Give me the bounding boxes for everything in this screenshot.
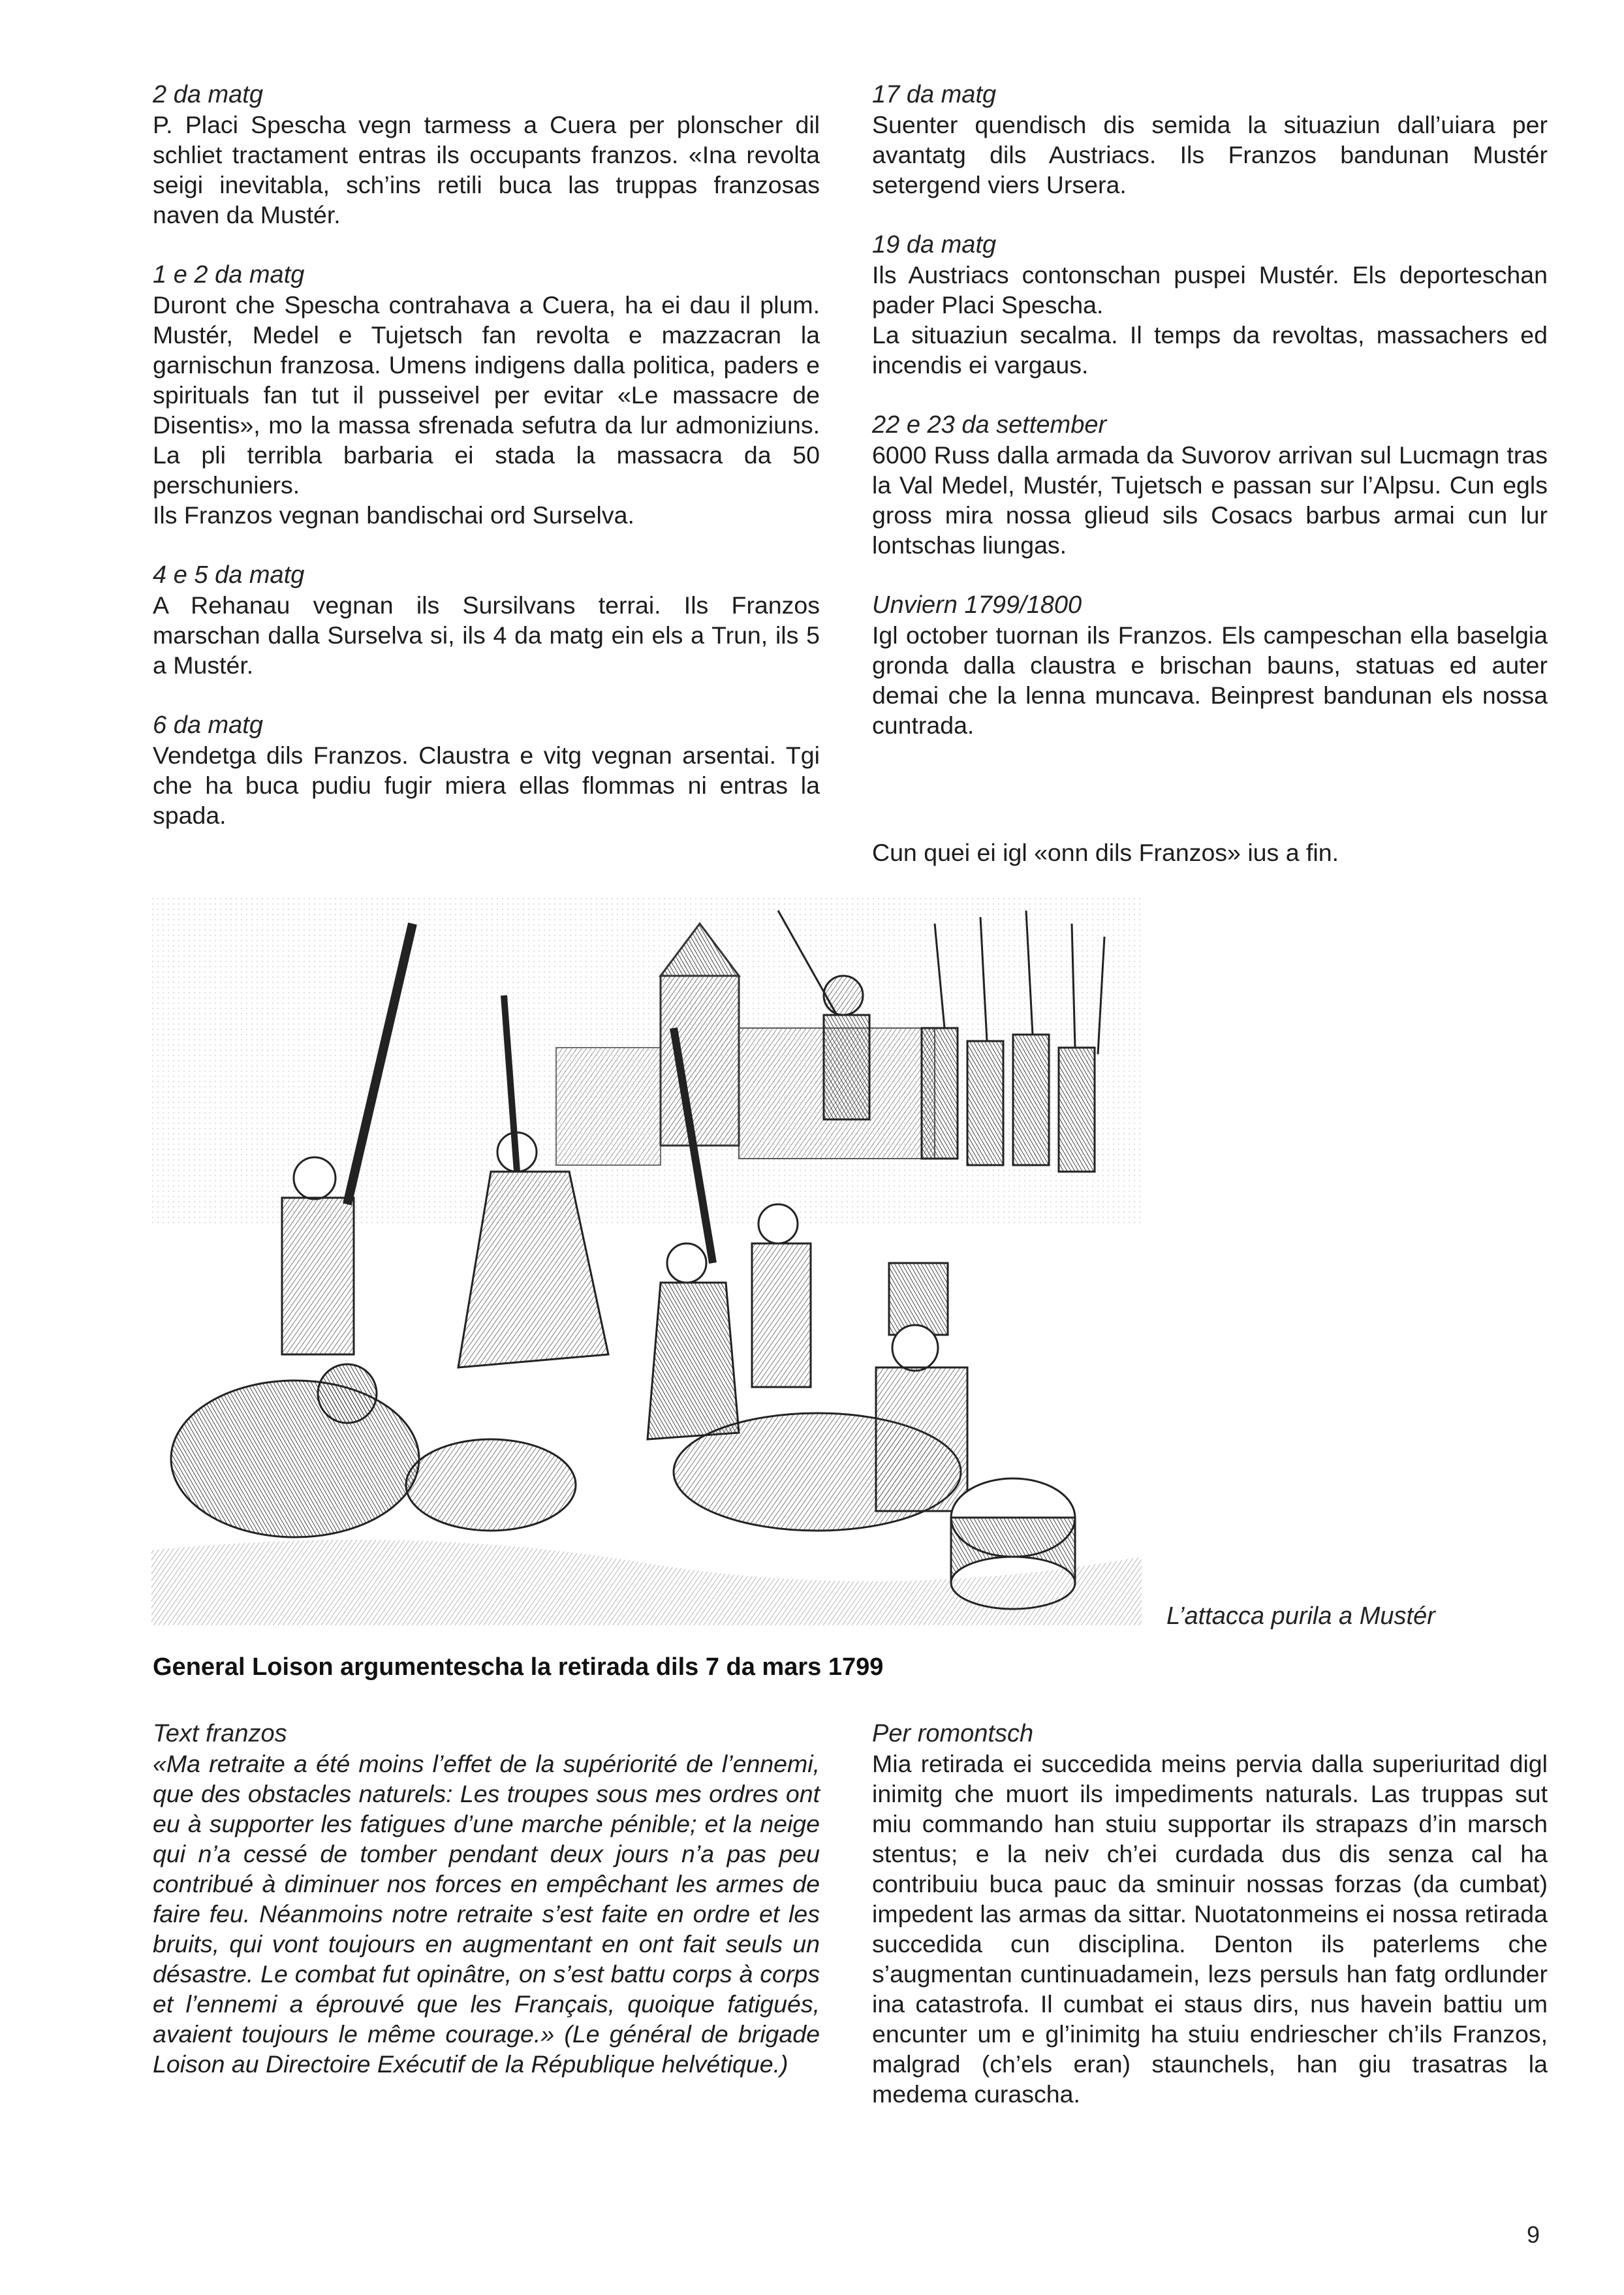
entry-4-5-matg [153,560,820,680]
entry-text: Ils Franzos vegnan bandischai ord Surselva. [153,501,634,529]
entry-text: Igl october tuornan ils Franzos. Els campeschan ella baselgia gronda dalla claustra e brischan bauns, statuas ed auter demai che la lenna muncava. Beinprest bandunan els nossa cuntrada. [872,621,1548,739]
french-text-column [153,1719,820,2079]
battle-engraving-illustration [151,898,1142,1625]
romansh-translation: Mia retirada ei succedida meins pervia dalla superiuritad digl inimitg che muort ils impediments naturals. Las truppas sut miu commando han stuiu supportar ils strapazs d’in marsch stentus; e la neiv ch’ei curdada dus dis senza cal ha contribuiu buca pauc da sminuir nossas forzas (da cumbat) impedent las armas da sittar. Nuotatonmeins ei nossa retirada succedida cun disciplina. Denton ils paterlems che s’augmentan cuntinuadamein, lezs persuls han fatg ordlunder ina catastrofa. Il cumbat ei staus dirs, nus havein battiu um encunter um e gl’inimitg ha stuiu endriescher ch’ils Franzos, malgrad (ch’els eran) staunchels, han giu trasatras la medema curascha. [872,1750,1548,2108]
french-quote: «Ma retraite a été moins l’effet de la supériorité de l’ennemi, que des obstacles naturels: Les troupes sous mes ordres ont eu à supporter les fatigues d’une marche pénible; et la neige qui n’a cessé de tomber pendant deux jours n’a pas peu contribué à diminuer nos forces en empêchant les armes de faire feu. Néanmoins notre retraite s’est faite en ordre et les bruits, qui vont toujours en augmentant en ont fait seuls un désastre. Le combat fut opinâtre, on s’est battu corps à corps et l’ennemi a éprouvé que les Français, quoique fatigués, avaient toujours le même courage.» (Le général de brigade Loison au Directoire Exécutif de la République helvétique.) [153,1750,820,2078]
image-caption: L’attacca purila a Mustér [1166,1602,1435,1630]
french-label: Text franzos [153,1720,287,1747]
entry-17-matg [872,80,1548,200]
entry-date: 22 e 23 da settember [872,411,1107,439]
entry-text: Duront che Spescha contrahava a Cuera, ha ei dau il plum. Mustér, Medel e Tujetsch fan revolta e mazzacran la garnischun franzosa. Umens indigens dalla politica, paders e spirituals fan tut il pusseivel per evitar «Le massacre de Disentis», mo la massa sfrenada sefutra da lur admoniziuns. La pli terribla barbaria ei stada la massacra da 50 perschuniers. [153,291,820,499]
romansh-text-column [872,1719,1548,2109]
entry-date: Unviern 1799/1800 [872,591,1082,619]
entry-date: 17 da matg [872,81,997,108]
entry-1-2-matg [153,260,820,530]
entry-19-matg [872,230,1548,380]
entry-2-matg [153,80,820,230]
entry-text: Vendetga dils Franzos. Claustra e vitg vegnan arsentai. Tgi che ha buca pudiu fugir miera ellas flommas ni entras la spada. [153,742,820,829]
romansh-label: Per romontsch [872,1720,1034,1747]
chronology-left-column [153,80,820,830]
chronology-right-column [872,80,1548,740]
entry-22-23-settember [872,410,1548,560]
entry-date: 6 da matg [153,711,263,739]
entry-date: 2 da matg [153,81,263,108]
entry-date: 1 e 2 da matg [153,261,305,289]
entry-date: 19 da matg [872,231,997,258]
entry-6-matg [153,710,820,830]
entry-text: La situaziun secalma. Il temps da revoltas, massachers ed incendis ei vargaus. [872,321,1548,379]
section-heading: General Loison argumentescha la retirada dils 7 da mars 1799 [153,1653,884,1681]
entry-text: Ils Austriacs contonschan puspei Mustér. Els deporteschan pader Placi Spescha. [872,261,1548,319]
entry-text: Suenter quendisch dis semida la situaziun dall’uiara per avantatg dils Austriacs. Ils Franzos bandunan Mustér setergend viers Ursera. [872,111,1548,198]
entry-text: 6000 Russ dalla armada da Suvorov arrivan sul Lucmagn tras la Val Medel, Mustér, Tujetsch e passan sur l’Alpsu. Cun egls gross mira nossa glieud sils Cosacs barbus armai cun lur lontschas liungas. [872,441,1548,559]
entry-date: 4 e 5 da matg [153,561,305,589]
entry-unviern-1799-1800 [872,590,1548,740]
entry-text: A Rehanau vegnan ils Sursilvans terrai. Ils Franzos marschan dalla Surselva si, ils 4 da matg ein els a Trun, ils 5 a Mustér. [153,591,820,679]
entry-text: P. Placi Spescha vegn tarmess a Cuera per plonscher dil schliet tractament entras ils occupants franzos. «Ina revolta seigi inevitabla, sch’ins retili buca las truppas franzosas naven da Mustér. [153,111,820,228]
page-number: 9 [1527,2221,1540,2248]
closing-line: Cun quei ei igl «onn dils Franzos» ius a fin. [872,839,1339,866]
